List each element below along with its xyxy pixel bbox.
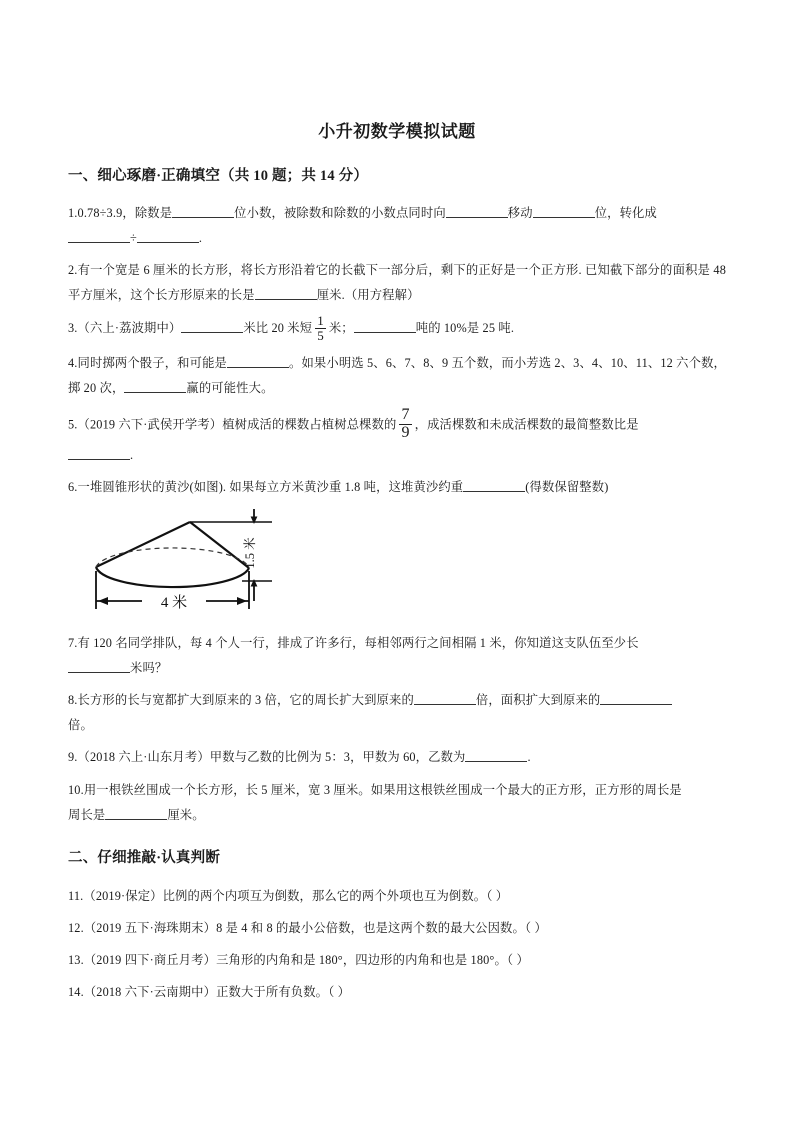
answer-blank[interactable]	[105, 807, 167, 820]
question-14	[68, 980, 726, 1005]
cone-left-slant	[96, 522, 190, 567]
question-7	[68, 631, 726, 681]
question-12-number: 12.	[68, 920, 84, 935]
cone-base-front-arc	[96, 567, 249, 587]
question-10-text-a: 用一根铁丝围成一个长方形，长 5 厘米，宽 3 厘米。如果用这根铁丝围成一个最大的正方形，正方形的周长是	[83, 782, 682, 797]
question-1-text-b: 位小数，被除数和除数的小数点同时向	[234, 205, 446, 220]
fraction-numerator: 7	[401, 406, 410, 424]
question-9-text-b: .	[527, 750, 531, 765]
answer-blank[interactable]	[181, 321, 243, 334]
question-11-number: 11.	[68, 888, 84, 903]
question-14-text: 正数大于所有负数。（ ）	[216, 985, 351, 1000]
question-13-text: 三角形的内角和是 180°，四边形的内角和也是 180°。（ ）	[216, 953, 529, 968]
section-header-fill-in-blank: 一、细心琢磨·正确填空（共 10 题；共 14 分）	[68, 167, 369, 184]
section-header-true-false: 二、仔细推敲·认真判断	[68, 850, 221, 867]
question-10-text-b-lead: 周长是	[68, 807, 106, 822]
question-7-number: 7.	[68, 635, 78, 650]
question-8-text-b: 倍，面积扩大到原来的	[475, 693, 601, 708]
question-12-text: 8 是 4 和 8 的最小公倍数，也是这两个数的最大公因数。（ ）	[216, 920, 547, 935]
question-10-number: 10.	[68, 782, 84, 797]
question-2-text-a: 有一个宽是 6 厘米的长方形，将长方形沿着它的长截下一部分后，剩下的正好是一个正方形. 已知截下部分的面积是 48 平方厘米，这个长方形原来的长是	[68, 262, 726, 303]
question-1-text-c: 移动	[507, 205, 533, 220]
width-dim-right-arrow	[237, 597, 247, 605]
question-8	[68, 688, 726, 738]
answer-blank[interactable]	[227, 355, 289, 368]
answer-blank[interactable]	[68, 448, 130, 461]
cone-diagram	[82, 509, 312, 621]
answer-blank[interactable]	[68, 660, 130, 673]
width-dim-left-arrow	[98, 597, 108, 605]
question-4-text-b: 。如果小明选 5、6、7、8、9 五个数，而小芳选 2、3、4、10、11、12 六个数，掷 20 次，	[68, 355, 726, 396]
question-14-number: 14.	[68, 985, 84, 1000]
question-1-number: 1.	[68, 205, 78, 220]
question-4-text-a: 同时掷两个骰子，和可能是	[77, 355, 227, 370]
page-title: 小升初数学模拟试题	[318, 122, 476, 141]
fraction-numerator: 1	[317, 313, 324, 329]
question-5	[68, 408, 726, 468]
question-9-source: （2018 六上·山东月考）	[77, 750, 210, 765]
question-5-text-a: 植树成活的棵数占植树总棵数的	[222, 417, 397, 432]
question-8-number: 8.	[68, 693, 78, 708]
question-3-number: 3.	[68, 321, 78, 336]
answer-blank[interactable]	[465, 750, 527, 763]
question-13	[68, 948, 726, 973]
question-4-text-c: 赢的可能性大。	[186, 381, 274, 396]
answer-blank[interactable]	[124, 380, 186, 393]
question-11	[68, 884, 726, 909]
answer-blank[interactable]	[463, 480, 525, 493]
question-1-text-e: ÷	[130, 230, 137, 245]
fraction-denominator: 5	[317, 328, 324, 344]
question-3-source: （六上·荔波期中）	[77, 321, 182, 336]
fraction-seven-ninths	[399, 407, 411, 442]
question-7-text-a: 有 120 名同学排队，每 4 个人一行，排成了许多行，每相邻两行之间相隔 1 米，你知道这支队伍至少长	[77, 635, 639, 650]
question-6-text-a: 一堆圆锥形状的黄沙(如图). 如果每立方米黄沙重 1.8 吨，这堆黄沙约重	[77, 480, 464, 495]
question-9	[68, 745, 726, 770]
question-7-text-b: 米吗？	[130, 660, 168, 675]
question-6-number: 6.	[68, 480, 78, 495]
question-9-number: 9.	[68, 750, 78, 765]
answer-blank[interactable]	[68, 230, 130, 243]
question-13-source: （2019 四下·商丘月考）	[83, 953, 217, 968]
height-dim-upper-arrow	[251, 516, 258, 524]
answer-blank[interactable]	[137, 230, 199, 243]
question-6-text-b: (得数保留整数)	[525, 480, 609, 495]
question-12-source: （2019 五下·海珠期末）	[83, 920, 217, 935]
question-3-text-b: 米；	[328, 321, 354, 336]
answer-blank[interactable]	[255, 287, 317, 300]
question-4-number: 4.	[68, 355, 78, 370]
answer-blank[interactable]	[446, 205, 508, 218]
question-5-source: （2019 六下·武侯开学考）	[77, 417, 223, 432]
question-1-text-f: .	[198, 230, 203, 245]
question-9-text-a: 甲数与乙数的比例为 5：3，甲数为 60，乙数为	[209, 750, 466, 765]
question-3-text-c: 吨的 10%是 25 吨.	[415, 321, 515, 336]
cone-diagram-svg	[82, 509, 312, 621]
question-6	[68, 475, 726, 500]
question-8-text-c: 倍。	[68, 718, 93, 733]
answer-blank[interactable]	[354, 321, 416, 334]
question-3-text-a: 米比 20 米短	[243, 321, 313, 336]
question-5-text-c: .	[130, 448, 134, 463]
document-body	[68, 120, 726, 1013]
question-3	[68, 315, 726, 344]
fraction-one-fifth	[315, 314, 326, 343]
question-10	[68, 778, 726, 828]
question-5-number: 5.	[68, 417, 78, 432]
cone-right-slant	[190, 522, 249, 568]
answer-blank[interactable]	[414, 692, 476, 705]
base-width-label: 4 米	[160, 594, 188, 611]
question-1-text-a: 0.78÷3.9，除数是	[77, 205, 173, 220]
question-10-text-b: 厘米。	[167, 807, 205, 822]
question-2	[68, 258, 726, 308]
answer-blank[interactable]	[533, 205, 595, 218]
answer-blank[interactable]	[172, 205, 234, 218]
question-11-text: 比例的两个内项互为倒数，那么它的两个外项也互为倒数。（ ）	[162, 888, 509, 903]
height-dim-lower-arrow	[251, 579, 258, 587]
question-5-text-b: ，成活棵数和未成活棵数的最简整数比是	[414, 417, 639, 432]
answer-blank[interactable]	[600, 692, 672, 705]
question-4	[68, 351, 726, 401]
question-8-text-a: 长方形的长与宽都扩大到原来的 3 倍，它的周长扩大到原来的	[77, 693, 414, 708]
question-1-text-d: 位，转化成	[594, 205, 657, 220]
question-11-source: （2019·保定）	[83, 888, 163, 903]
height-label: 1.5 米	[243, 536, 257, 569]
question-1	[68, 201, 726, 251]
question-14-source: （2018 六下·云南期中）	[83, 985, 217, 1000]
question-2-number: 2.	[68, 262, 78, 277]
question-2-text-b: 厘米.（用方程解）	[316, 288, 420, 303]
fraction-denominator: 9	[401, 424, 410, 442]
question-12	[68, 916, 726, 941]
question-13-number: 13.	[68, 953, 84, 968]
